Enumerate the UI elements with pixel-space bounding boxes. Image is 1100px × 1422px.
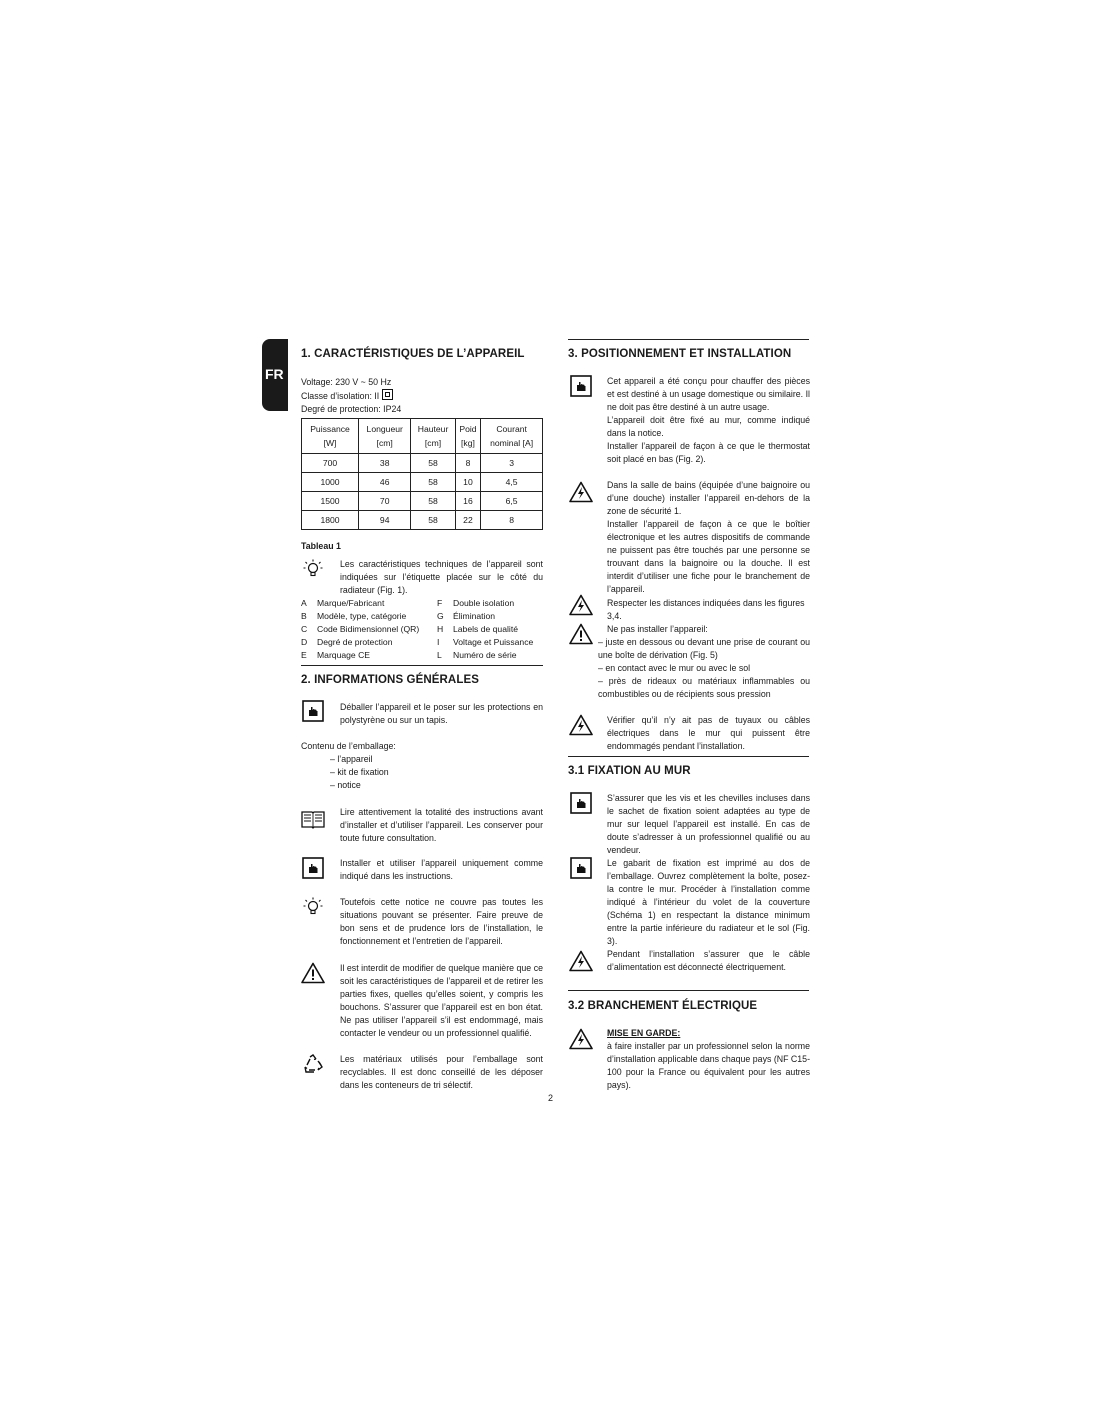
table-cell: 16 (455, 492, 481, 511)
legend-item: A Marque/Fabricant (301, 598, 385, 608)
list-item: – notice (330, 780, 361, 790)
list-item: – près de rideaux ou matériaux inflammables ou combustibles ou de récipients sous pression (598, 676, 810, 699)
s32-warning (607, 1027, 810, 1092)
read-text: Lire attentivement la totalité des instructions avant d’installer et d’utiliser l’appareil. Les conserver pour toute future consultation. (340, 807, 543, 843)
list-item: – juste en dessous ou devant une prise de courant ou une boîte de dérivation (Fig. 5) (598, 637, 810, 660)
hand-icon (302, 700, 324, 722)
header-cell: Puissance [W] (302, 419, 359, 454)
table-row (302, 473, 543, 492)
legend-item: L Numéro de série (437, 650, 517, 660)
header-cell: Longueur [cm] (359, 419, 411, 454)
table-cell: 1500 (302, 492, 359, 511)
legend-item: F Double isolation (437, 598, 515, 608)
table-cell: 1000 (302, 473, 359, 492)
contents-label: Contenu de l’emballage: (301, 741, 396, 751)
electric-warning-icon (569, 950, 593, 972)
table-cell: 58 (411, 473, 455, 492)
bulb-icon (302, 896, 324, 918)
table-cell: 94 (359, 511, 411, 530)
unpack-text: Déballer l’appareil et le poser sur les protections en polystyrène ou sur un tapis. (340, 702, 543, 725)
legend-item: C Code Bidimensionnel (QR) (301, 624, 420, 634)
electric-warning-icon (569, 714, 593, 736)
electric-warning-icon (569, 594, 593, 616)
legend-item: G Élimination (437, 611, 496, 621)
hand-icon (570, 375, 592, 397)
warning-text: à faire installer par un professionnel selon la norme d’installation applicable dans chaque pays (NF C15-100 pour la France ou équivalent pour les autres pays). (607, 1041, 810, 1090)
s31-paragraph-2: Le gabarit de fixation est imprimé au dos de l’emballage. Ouvrez complètement la boîte, posez-la contre le mur. Procéder à l’installation comme indiqué à l’intérieur du volet de la couverture (Schéma 1) en respectant la distance minimum entre la partie inférieure du radiateur et le sol (Fig. 3). (607, 858, 810, 946)
legend-item: B Modèle, type, catégorie (301, 611, 407, 621)
table-cell: 70 (359, 492, 411, 511)
list-item: – kit de fixation (330, 767, 389, 777)
s3-distances: Respecter les distances indiquées dans les figures 3,4. (607, 598, 805, 621)
s3-paragraph-2: Dans la salle de bains (équipée d’une baignoire ou d’une douche) installer l’appareil en-dehors de la zone de sécurité 1. Installer l’appareil de façon à ce que le boîtier électronique et les autres dispositifs de commande ne puissent pas être touchés par une personne se trouvant dans la baignoire ou la douche. Il est interdit d’utiliser une fiche pour le branchement de l’appareil. (607, 480, 810, 594)
recycle-icon (302, 1053, 324, 1075)
spec-table (301, 418, 543, 530)
table-row (302, 492, 543, 511)
legend-item: D Degré de protection (301, 637, 393, 647)
table-caption: Tableau 1 (301, 541, 341, 551)
section-2-title: 2. INFORMATIONS GÉNÉRALES (301, 674, 479, 686)
table-cell: 38 (359, 454, 411, 473)
table-cell: 10 (455, 473, 481, 492)
forbidden-text: Il est interdit de modifier de quelque manière que ce soit les caractéristiques de l’appareil et de retirer les parties fixes, quelles qu’elles soient, y compris les bouchons. S’assurer que l’appareil est en bon état. Ne pas utiliser l’appareil s’il est endommagé, mais contacter le vendeur ou un professionnel qualifié. (340, 963, 543, 1038)
list-item: – l’appareil (330, 754, 373, 764)
warning-icon (569, 623, 593, 645)
table-cell: 8 (455, 454, 481, 473)
section-3-2-title: 3.2 BRANCHEMENT ÉLECTRIQUE (568, 1000, 758, 1012)
protection-text: Degré de protection: IP24 (301, 404, 402, 414)
double-isolation-icon (382, 389, 393, 400)
section-1-title: 1. CARACTÉRISTIQUES DE L’APPAREIL (301, 348, 525, 360)
table-row (302, 454, 543, 473)
table-cell: 1800 (302, 511, 359, 530)
table-cell: 4,5 (481, 473, 543, 492)
recycle-text: Les matériaux utilisés pour l’emballage sont recyclables. Il est donc conseillé de les déposer dans les conteneurs de tri sélectif. (340, 1054, 543, 1090)
warning-icon (301, 962, 325, 984)
divider (301, 665, 543, 666)
s31-paragraph-1: S’assurer que les vis et les chevilles incluses dans le sachet de fixation soient adaptées au type de mur sur lequel l’appareil est installé. En cas de doute s’adresser à un professionnel qualifié ou au vendeur. (607, 793, 810, 855)
hand-icon (570, 792, 592, 814)
isolation-text: Classe d’isolation: II (301, 391, 380, 401)
hand-icon (570, 857, 592, 879)
contents-list (330, 753, 389, 792)
list-item: – en contact avec le mur ou avec le sol (598, 663, 751, 673)
bulb-icon (302, 558, 324, 580)
language-tab (262, 339, 288, 411)
divider (568, 990, 809, 991)
table-cell: 6,5 (481, 492, 543, 511)
spec-table-header (302, 419, 543, 454)
label-note: Les caractéristiques techniques de l’appareil sont indiquées sur l’étiquette placée sur le côté du radiateur (Fig. 1). (340, 559, 543, 595)
book-icon (300, 808, 326, 830)
electric-warning-icon (569, 1028, 593, 1050)
header-cell: Courant nominal [A] (481, 419, 543, 454)
legend-item: H Labels de qualité (437, 624, 518, 634)
s3-no-install: Ne pas installer l’appareil: – juste en dessous ou devant une prise de courant ou une boîte de dérivation (Fig. 5) – en contact avec le mur ou avec le sol – près de rideaux ou matériaux inflammables ou combustibles ou de récipients sous pression (598, 624, 810, 699)
legend-right (437, 597, 533, 662)
table-row (302, 511, 543, 530)
divider (568, 339, 809, 340)
legend-left (301, 597, 419, 662)
hand-icon (302, 857, 324, 879)
voltage-text: Voltage: 230 V ~ 50 Hz (301, 377, 392, 387)
header-cell: Poid [kg] (455, 419, 481, 454)
table-cell: 8 (481, 511, 543, 530)
header-cell: Hauteur [cm] (411, 419, 455, 454)
table-cell: 58 (411, 511, 455, 530)
section-3-1-title: 3.1 FIXATION AU MUR (568, 765, 691, 777)
table-cell: 46 (359, 473, 411, 492)
use-only-text: Installer et utiliser l’appareil uniquement comme indiqué dans les instructions. (340, 858, 543, 881)
page-number: 2 (548, 1093, 554, 1103)
warning-label: MISE EN GARDE: (607, 1028, 681, 1038)
legend-item: E Marquage CE (301, 650, 371, 660)
table-cell: 58 (411, 454, 455, 473)
s31-paragraph-3: Pendant l’installation s’assurer que le câble d’alimentation est déconnecté électriquement. (607, 949, 810, 972)
table-cell: 3 (481, 454, 543, 473)
table-cell: 700 (302, 454, 359, 473)
s3-paragraph-1: Cet appareil a été conçu pour chauffer des pièces et est destiné à un usage domestique ou similaire. Il ne doit pas être destiné à un autre usage. L’appareil doit être fixé au mur, comme indiqué dans la notice. Installer l’appareil de façon à ce que le thermostat soit placé en bas (Fig. 2). (607, 376, 810, 464)
table-cell: 22 (455, 511, 481, 530)
specs-block (301, 376, 543, 416)
language-tab-label: FR (265, 366, 284, 382)
section-3-title: 3. POSITIONNEMENT ET INSTALLATION (568, 348, 792, 360)
divider (568, 756, 809, 757)
s3-pipes-text: Vérifier qu’il n’y ait pas de tuyaux ou câbles électriques dans le mur qui puissent être endommagés pendant l’installation. (607, 715, 810, 751)
prudence-text: Toutefois cette notice ne couvre pas toutes les situations pouvant se présenter. Faire preuve de bon sens et de prudence lors de l’installation, le fonctionnement et l’entretien de l’appareil. (340, 897, 543, 946)
electric-warning-icon (569, 481, 593, 503)
table-cell: 58 (411, 492, 455, 511)
legend-item: I Voltage et Puissance (437, 637, 534, 647)
